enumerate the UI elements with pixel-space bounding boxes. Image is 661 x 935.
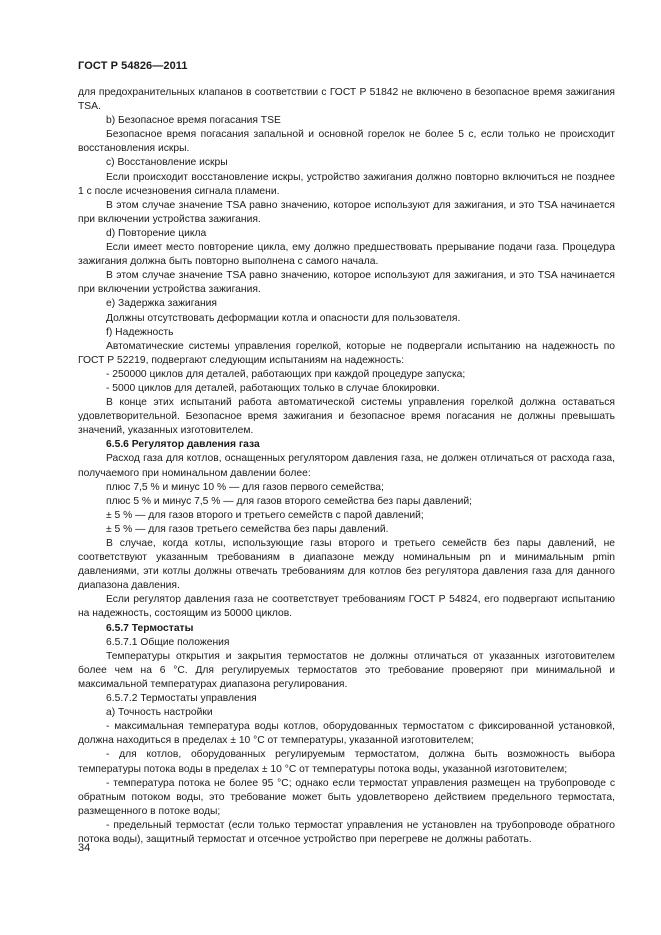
paragraph: В конце этих испытаний работа автоматической системы управления горелкой должна оставаться удовлетворительной. Безопасное время зажигания и безопасное время погасания не должны превышать значений, указанных изготовителем. xyxy=(78,397,615,437)
paragraph: В этом случае значение TSA равно значению, которое используют для зажигания, и это TSA начинается при включении устройства зажигания. xyxy=(78,270,615,296)
document-body xyxy=(78,86,615,847)
list-item-heading: а) Точность настройки xyxy=(106,707,213,719)
list-item-heading: f) Надежность xyxy=(106,326,174,338)
page-number: 34 xyxy=(78,842,91,854)
paragraph: В случае, когда котлы, использующие газы второго и третьего семейств без пары давлений, не соответствуют указанным требованиям в диапазоне между номинальным pn и минимальным pmin давлениями, эти котлы должны отвечать требованиям для котлов без регулятора давления газа для данного диапазона давления. xyxy=(78,538,615,592)
section-heading: 6.5.7 Термостаты xyxy=(106,622,194,634)
list-item: ± 5 % — для газов второго и третьего семейств с парой давлений; xyxy=(106,509,424,521)
list-item: - 5000 циклов для деталей, работающих только в случае блокировки. xyxy=(106,382,440,394)
paragraph: для предохранительных клапанов в соответствии с ГОСТ Р 51842 не включено в безопасное время зажигания TSA. xyxy=(78,87,615,113)
paragraph: Автоматические системы управления горелкой, которые не подвергали испытанию на надежность по ГОСТ Р 52219, подвергают следующим испытаниям на надежность: xyxy=(78,340,615,366)
paragraph: Температуры открытия и закрытия термостатов не должны отличаться от указанных изготовителем более чем на 6 °С. Для регулируемых термостатов это требование проверяют при минимальной и максимальной температурах диапазона регулирования. xyxy=(78,650,615,690)
list-item-heading: c) Восстановление искры xyxy=(106,157,228,169)
subsection-heading: 6.5.7.1 Общие положения xyxy=(106,636,230,648)
document-header: ГОСТ Р 54826—2011 xyxy=(78,60,188,72)
list-item-heading: b) Безопасное время погасания TSE xyxy=(106,115,281,127)
paragraph: Безопасное время погасания запальной и основной горелок не более 5 с, если только не происходит восстановления искры. xyxy=(78,129,615,155)
list-item-heading: е) Задержка зажигания xyxy=(106,298,217,310)
paragraph: Если регулятор давления газа не соответствует требованиям ГОСТ Р 54824, его подвергают испытанию на надежность, состоящим из 50000 циклов. xyxy=(78,594,615,620)
paragraph: В этом случае значение TSA равно значению, которое используют для зажигания, и это TSA начинается при включении устройства зажигания. xyxy=(78,199,615,225)
list-item: - максимальная температура воды котлов, оборудованных термостатом с фиксированной установкой, должна находиться в пределах ± 10 °С от температуры, указанной изготовителем; xyxy=(78,721,615,747)
paragraph: Если имеет место повторение цикла, ему должно предшествовать прерывание подачи газа. Процедура зажигания должна быть повторно выполнена с самого начала. xyxy=(78,242,615,268)
list-item-heading: d) Повторение цикла xyxy=(106,227,207,239)
list-item: - 250000 циклов для деталей, работающих при каждой процедуре запуска; xyxy=(106,368,466,380)
list-item: - для котлов, оборудованных регулируемым термостатом, должна быть возможность выбора температуры потока воды в пределах ± 10 °С от температуры потока воды, указанной изготовителем; xyxy=(78,749,615,775)
paragraph: Должны отсутствовать деформации котла и опасности для пользователя. xyxy=(106,312,461,324)
list-item: плюс 7,5 % и минус 10 % — для газов первого семейства; xyxy=(106,481,384,493)
section-heading: 6.5.6 Регулятор давления газа xyxy=(106,439,260,451)
paragraph: Расход газа для котлов, оснащенных регулятором давления газа, не должен отличаться от расхода газа, получаемого при номинальном давлении более: xyxy=(78,453,615,479)
subsection-heading: 6.5.7.2 Термостаты управления xyxy=(106,693,257,705)
list-item: - температура потока не более 95 °С; однако если термостат управления размещен на трубопроводе с обратным потоком воды, это требование может быть удовлетворено действием предельного термостата, размещенного в потоке воды; xyxy=(78,777,615,817)
paragraph: Если происходит восстановление искры, устройство зажигания должно повторно включиться не позднее 1 с после исчезновения сигнала пламени. xyxy=(78,171,615,197)
list-item: ± 5 % — для газов третьего семейства без пары давлений. xyxy=(106,523,389,535)
list-item: - предельный термостат (если только термостат управления не установлен на трубопроводе обратного потока воды), защитный термостат и отсечное устройство при перегреве не должны работать. xyxy=(78,819,615,845)
list-item: плюс 5 % и минус 7,5 % — для газов второго семейства без пары давлений; xyxy=(106,495,472,507)
